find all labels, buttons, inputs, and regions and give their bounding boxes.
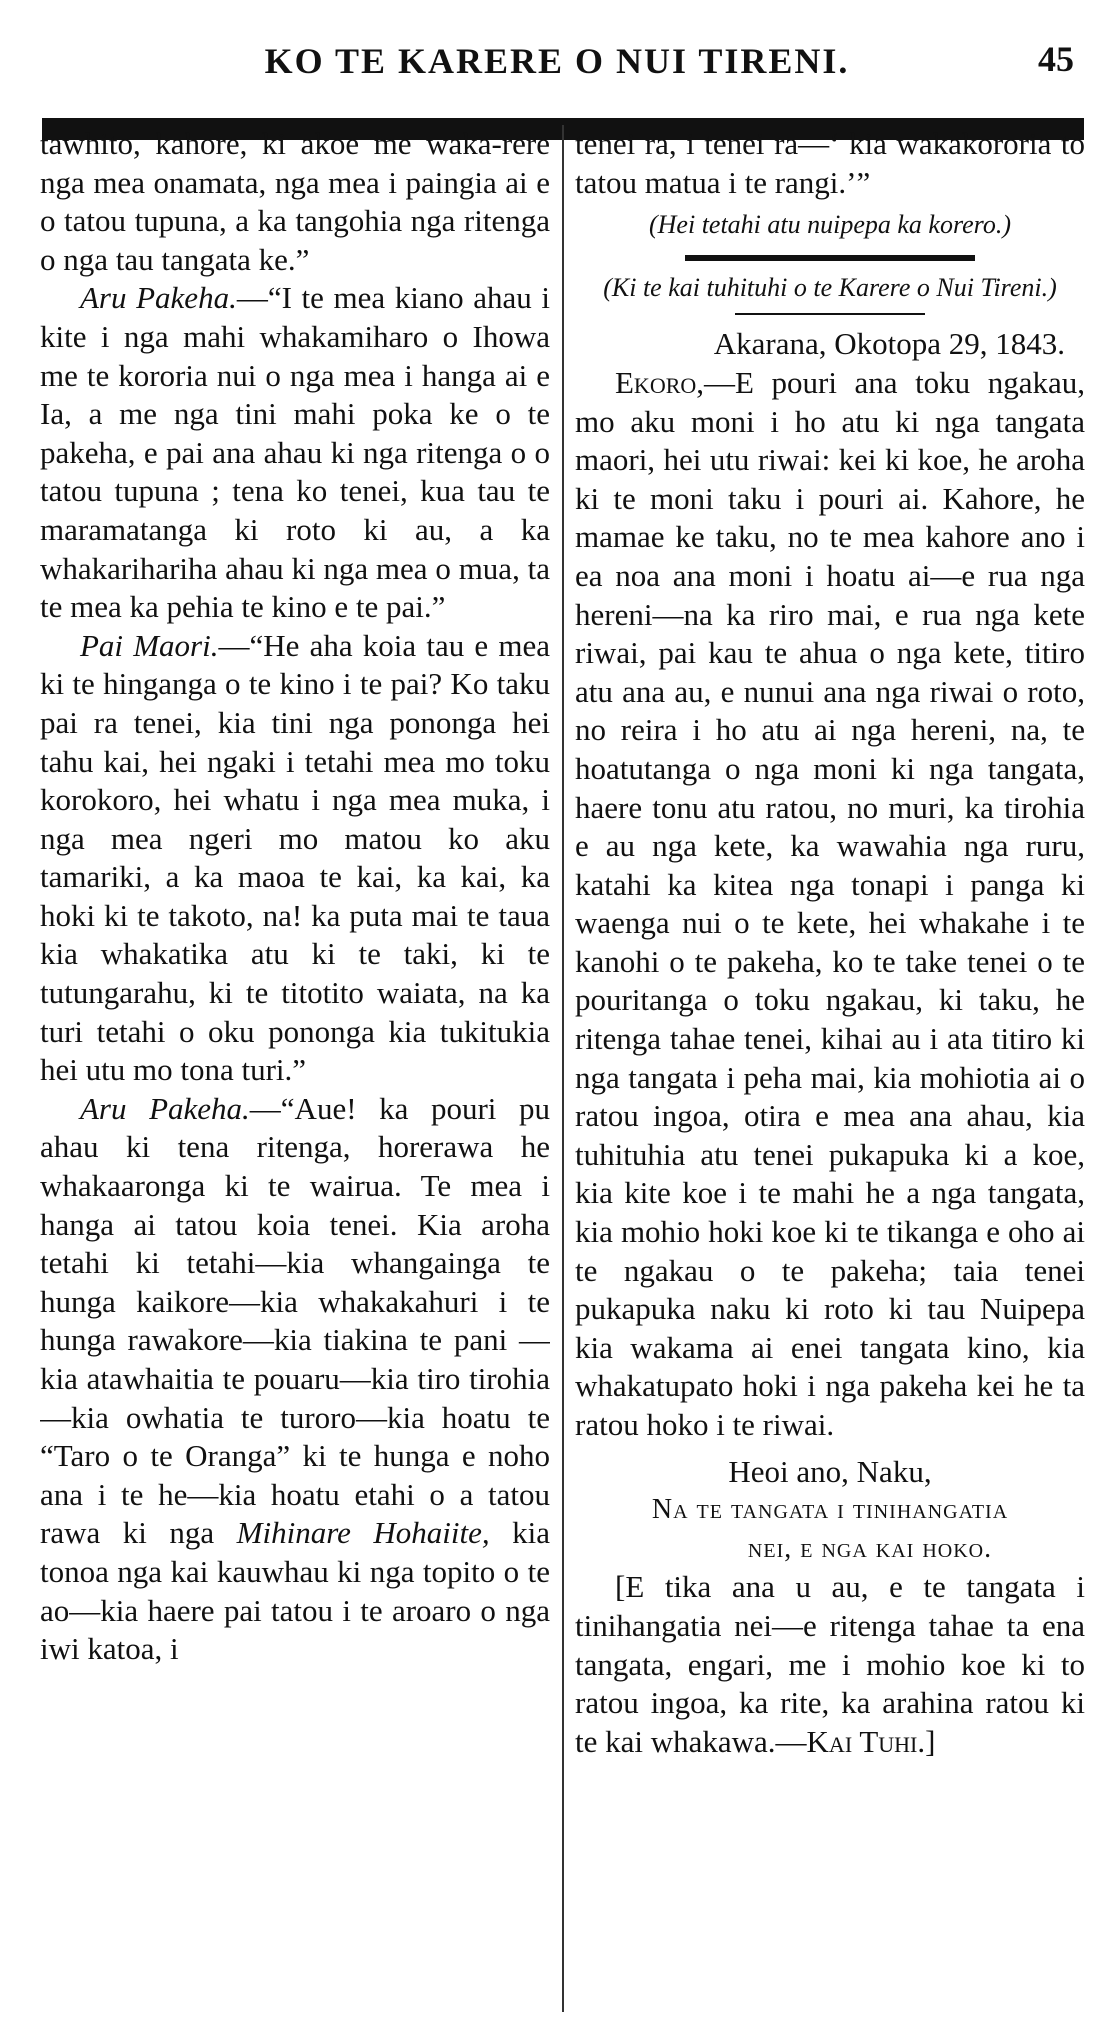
letter-text: —E pouri ana toku ngakau, mo aku moni i ho atu ki nga tangata maori, hei utu riwai: kei ki koe, he aroha ki te moni taku i pouri ai. Kahore, he mamae ke taku, no te mea kahore ano i ea noa ana moni i hoatu ai—e rua nga hereni—na ka riro mai, e rua nga kete riwai, pai kau te ahua o nga kete, titiro atu ana au, e nunui ana nga riwai o roto, no reira i ho atu ai nga hereni, na, te hoatutanga o nga moni ki nga tangata, haere tonu atu ratou, no muri, ka tirohia e au nga kete, ka wawahia nga ruru, katahi ka kitea nga tonapi i panga ki waenga nui o te kete, hei whakahe i te kanohi o te pakeha, ko te take tenei o te pouritanga o toku ngakau, ki taku, he ritenga tahae tenei, kihai au i ata titiro ki nga tangata i peha mai, kia mohiotia ai o ratou ingoa, otira e mea ana ahau, kia tuhituhia atu tenei pukapuka ki a koe, kia kite koe i te mahi he a nga tangata, kia mohio hoki koe ki te tikanga e oho ai te ngakau o te pakeha; taia tenei pukapuka naku ki roto ki tau Nuipepa kia wakama ai enei tangata kino, kia whakatupato hoki i nga pakeha kei he ta ratou hoko i te riwai. bbox=[575, 364, 1085, 1442]
paragraph: tenei ra, i tenei ra—‘ kia wakakororia to tatou matua i te rangi.’” bbox=[575, 126, 1085, 200]
left-column bbox=[40, 125, 550, 2012]
closing-bracket: ] bbox=[925, 1723, 936, 1759]
dialogue-text: —“Aue! ka pouri pu ahau ki tena ritenga, horerawa he whakaaronga ki te wairua. Te mea i hanga ai tatou koia tenei. Kia aroha tetahi ki tetahi—kia whangainga te hunga kaikore—kia whakakahuri i te hunga rawakore—kia tiakina te pani —kia atawhaitia te pouaru—kia tiro tirohia—kia owhatia te turoro—kia hoatu te “Taro o te Oranga” ki te hunga e noho ana i te he—kia hoatu etahi o a tatou rawa ki nga bbox=[40, 1090, 550, 1551]
dialogue-paragraph bbox=[40, 1090, 550, 1669]
dialogue-text: —“He aha koia tau e mea ki te hinganga o te kino i te pai? Ko taku pai ra tenei, kia tini nga pononga hei tahu kai, hei ngaki i tetahi mea mo toku korokoro, hei whatu i nga mea muka, i nga mea ngeri mo matou ko aku tamariki, a ka maoa te kai, ka kai, ka hoki ki te takoto, na! ka puta mai te taua kia whakatika atu ki te taki, ki te tutungarahu, ki te titotito waiata, na ka turi tetahi o oku pononga kia tukitukia hei utu mo tona turi.” bbox=[40, 627, 550, 1088]
signature-line: nei, e nga kai hoko. bbox=[747, 1532, 993, 1564]
signature-line: Na te tangata i tinihangatia bbox=[651, 1494, 1009, 1526]
dialogue-text: —“I te mea kiano ahau i kite i nga mahi whakamiharo o Ihowa me te kororia nui o nga mea i hanga ai e Ia, a me nga tini mahi poka ke o te pakeha, e pai ana ahau ki nga ritenga o o tatou tupuna ; tena ko tenei, kua tau te maramatanga ki roto ki au, a ka whakarihariha ahau ki nga mea o mua, ta te mea ka pehia te kino e te pai.” bbox=[40, 280, 550, 625]
speaker-name: Aru Pakeha. bbox=[80, 1090, 250, 1126]
column-divider bbox=[562, 125, 564, 2012]
italic-name: Mihinare Hohaiite, bbox=[236, 1515, 490, 1551]
section-rule bbox=[685, 255, 975, 261]
salutation: Ekoro, bbox=[615, 364, 705, 400]
editor-reply bbox=[575, 1568, 1085, 1761]
paragraph: tawhito, kahore, ki akoe me waka-rere nga mea onamata, nga mea i paingia ai e o tatou tupuna, a ka tangohia nga ritenga o nga tau tangata ke.” bbox=[40, 126, 550, 277]
speaker-name: Aru Pakeha. bbox=[80, 280, 237, 316]
newspaper-title: KO TE KARERE O NUI TIRENI. bbox=[264, 41, 850, 81]
editor-reply-text: [E tika ana u au, e te tangata i tinihangatia nei—e ritenga tahae ta ena tangata, engari, me i mohio koe ki to ratou ingoa, ka rite, ka arahina ratou ki te kai whakawa.— bbox=[575, 1569, 1085, 1759]
right-column bbox=[575, 125, 1085, 2012]
letter-heading: (Ki te kai tuhituhi o te Karere o Nui Tireni.) bbox=[603, 272, 1057, 302]
signoff: Heoi ano, Naku, bbox=[728, 1453, 932, 1489]
page-header bbox=[30, 30, 1084, 100]
dateline: Akarana, Okotopa 29, 1843. bbox=[713, 326, 1065, 362]
editor-note: (Hei tetahi atu nuipepa ka korero.) bbox=[649, 210, 1011, 240]
dialogue-paragraph bbox=[40, 279, 550, 626]
article-columns bbox=[40, 125, 1085, 2012]
speaker-name: Pai Maori. bbox=[80, 627, 219, 663]
dialogue-paragraph bbox=[40, 627, 550, 1090]
section-rule bbox=[735, 313, 925, 315]
page-number: 45 bbox=[1038, 39, 1074, 79]
letter-body bbox=[575, 364, 1085, 1445]
dialogue-text: kia tonoa nga kai kauwhau ki nga topito o te ao—kia haere pai tatou i te aroaro o nga iwi katoa, i bbox=[40, 1515, 550, 1667]
editor-signature: Kai Tuhi. bbox=[806, 1723, 926, 1759]
